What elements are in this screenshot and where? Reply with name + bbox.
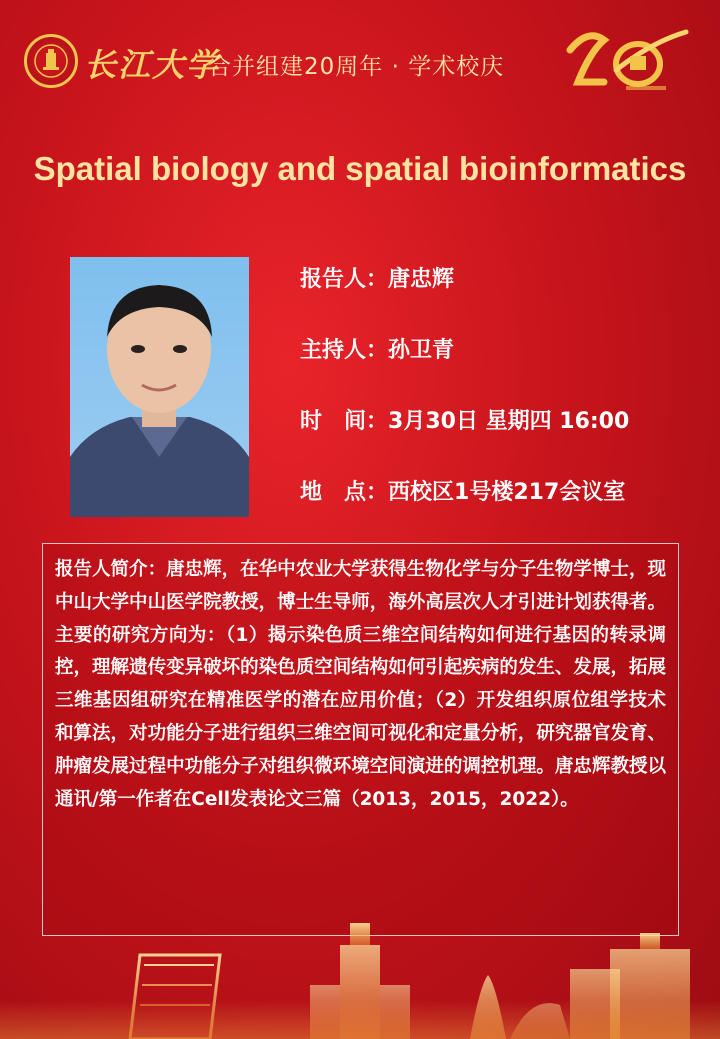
decorative-floor [0, 1000, 720, 1039]
university-name: 长江大学 [84, 46, 221, 84]
place-label: 地 点： [300, 480, 389, 505]
host-label: 主持人： [300, 338, 389, 363]
lecture-title: Spatial biology and spatial bioinformatics [33, 150, 687, 187]
host-name: 孙卫青 [388, 338, 455, 363]
place-row [300, 475, 700, 546]
lecture-info [300, 262, 700, 546]
time-label: 时 间： [300, 409, 389, 434]
speaker-photo [70, 257, 249, 517]
speaker-bio-box [42, 543, 679, 936]
host-row [300, 333, 700, 404]
header [0, 0, 720, 120]
speaker-name: 唐忠辉 [388, 267, 455, 292]
university-seal-icon [24, 34, 78, 88]
anniversary-emblem-icon [560, 22, 690, 98]
speaker-label: 报告人： [300, 267, 389, 292]
time-value: 3月30日 星期四 16:00 [388, 409, 630, 434]
time-row [300, 404, 700, 475]
place-value: 西校区1号楼217会议室 [388, 480, 626, 505]
speaker-row [300, 262, 700, 333]
anniversary-subtitle: 合并组建20周年 · 学术校庆 [208, 54, 505, 80]
speaker-bio: 报告人简介：唐忠辉，在华中农业大学获得生物化学与分子生物学博士，现中山大学中山医学院教授，博士生导师，海外高层次人才引进计划获得者。主要的研究方向为：（1）揭示染色质三维空间结构如何进行基因的转录调控，理解遗传变异破坏的染色质空间结构如何引起疾病的发生、发展，拓展三维基因组研究在精准医学的潜在应用价值；（2）开发组织原位组学技术和算法，对功能分子进行组织三维空间可视化和定量分析，研究器官发育、肿瘤发展过程中功能分子对组织微环境空间演进的调控机理。唐忠辉教授以通讯/第一作者在Cell发表论文三篇（2013，2015，2022）。 [55, 559, 666, 810]
